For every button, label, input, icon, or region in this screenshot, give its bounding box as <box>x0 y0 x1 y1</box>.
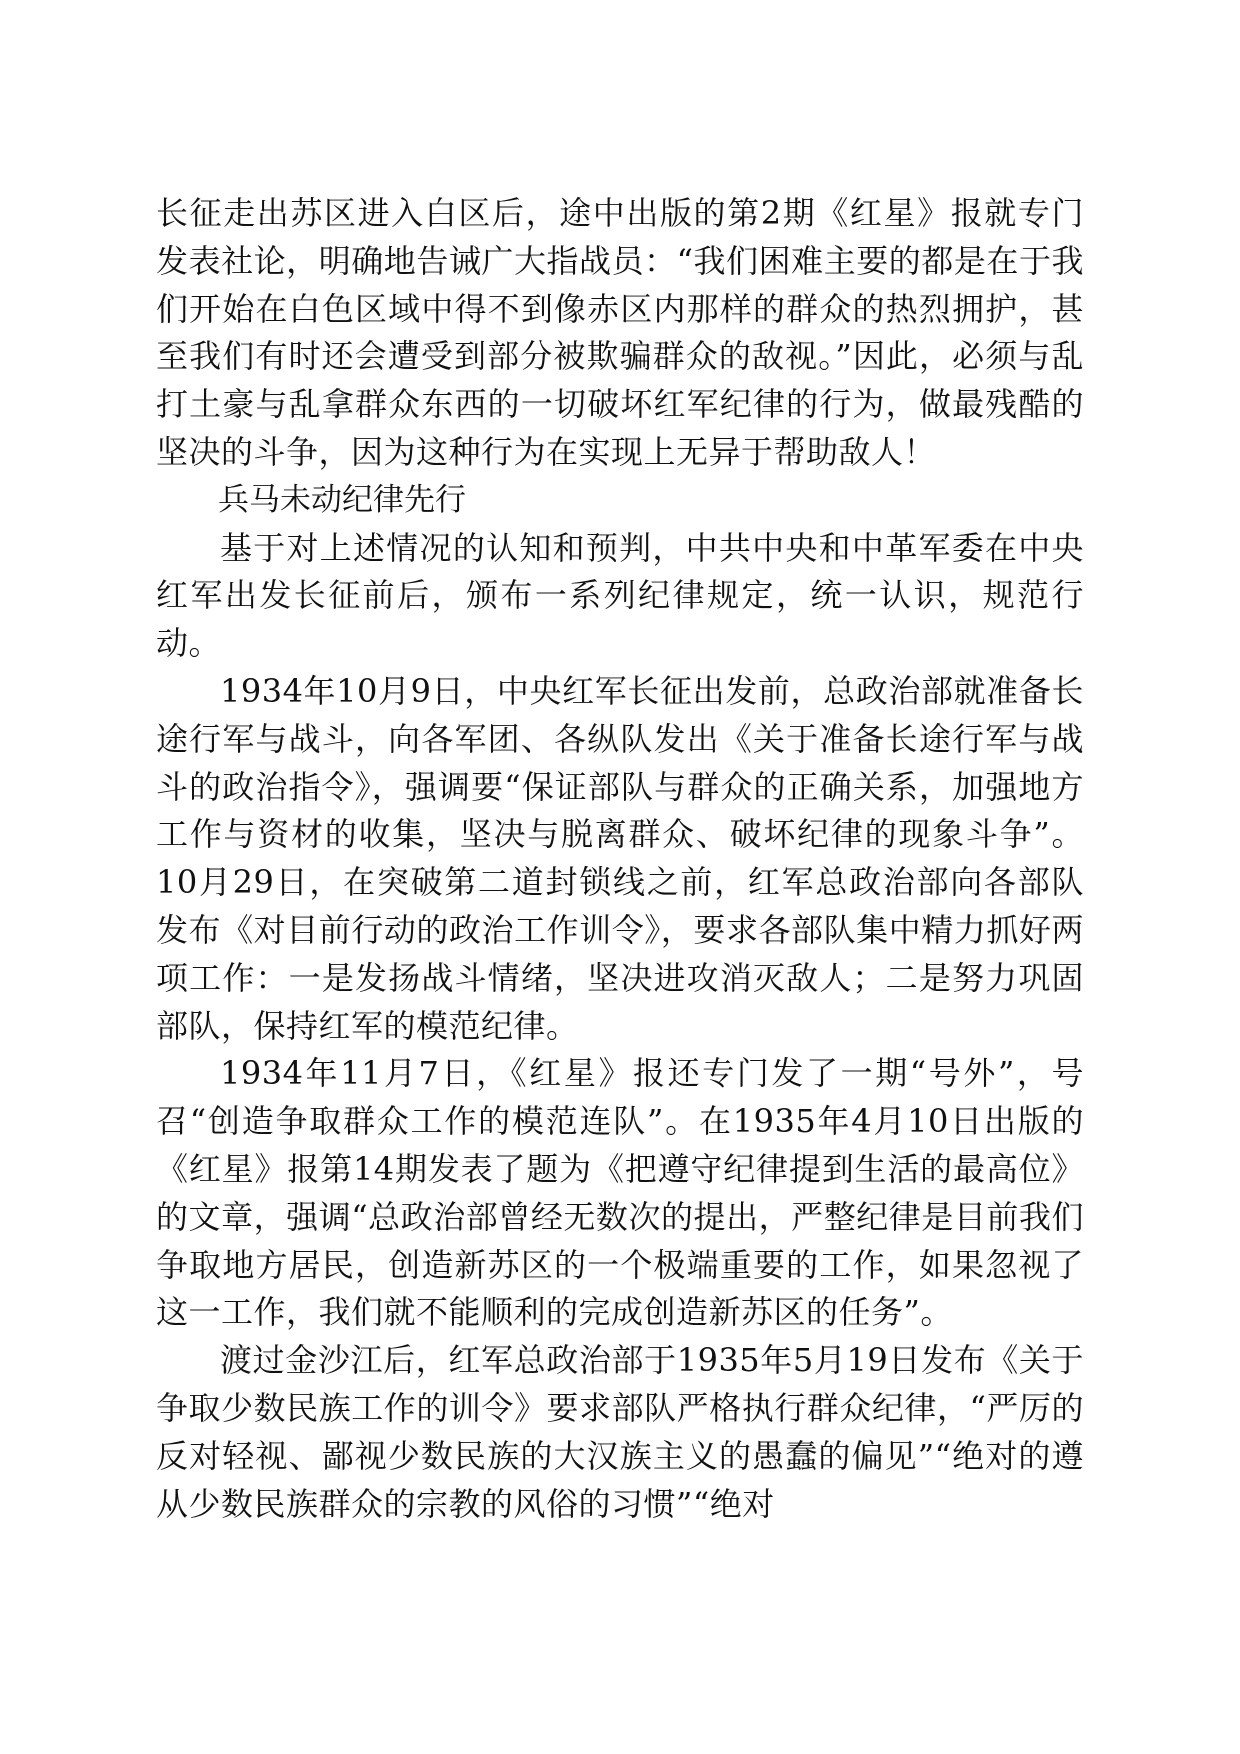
body-paragraph: 渡过金沙江后，红军总政治部于1935年5月19日发布《关于争取少数民族工作的训令》要求部队严格执行群众纪律，“严厉的反对轻视、鄙视少数民族的大汉族主义的愚蠢的偏见”“绝对的遵从少数民族群众的宗教的风俗的习惯”“绝对 <box>156 1341 1084 1523</box>
body-paragraph: 基于对上述情况的认知和预判，中共中央和中革军委在中央红军出发长征前后，颁布一系列纪律规定，统一认识，规范行动。 <box>156 528 1084 663</box>
document-page <box>156 190 1084 1528</box>
continued-paragraph: 长征走出苏区进入白区后，途中出版的第2期《红星》报就专门发表社论，明确地告诫广大指战员：“我们困难主要的都是在于我们开始在白色区域中得不到像赤区内那样的群众的热烈拥护，甚至我们有时还会遭受到部分被欺骗群众的敌视。”因此，必须与乱打土豪与乱拿群众东西的一切破坏红军纪律的行为，做最残酷的坚决的斗争，因为这种行为在实现上无异于帮助敌人！ <box>156 194 1084 471</box>
body-paragraph: 1934年11月7日，《红星》报还专门发了一期“号外”，号召“创造争取群众工作的模范连队”。在1935年4月10日出版的《红星》报第14期发表了题为《把遵守纪律提到生活的最高位》的文章，强调“总政治部曾经无数次的提出，严整纪律是目前我们争取地方居民，创造新苏区的一个极端重要的工作，如果忽视了这一工作，我们就不能顺利的完成创造新苏区的任务”。 <box>156 1054 1084 1332</box>
section-heading: 兵马未动纪律先行 <box>218 481 466 518</box>
body-paragraph: 1934年10月9日，中央红军长征出发前，总政治部就准备长途行军与战斗，向各军团、各纵队发出《关于准备长途行军与战斗的政治指令》，强调要“保证部队与群众的正确关系，加强地方工作与资材的收集，坚决与脱离群众、破坏纪律的现象斗争”。10月29日，在突破第二道封锁线之前，红军总政治部向各部队发布《对目前行动的政治工作训令》，要求各部队集中精力抓好两项工作：一是发扬战斗情绪，坚决进攻消灭敌人；二是努力巩固部队，保持红军的模范纪律。 <box>156 671 1084 1045</box>
